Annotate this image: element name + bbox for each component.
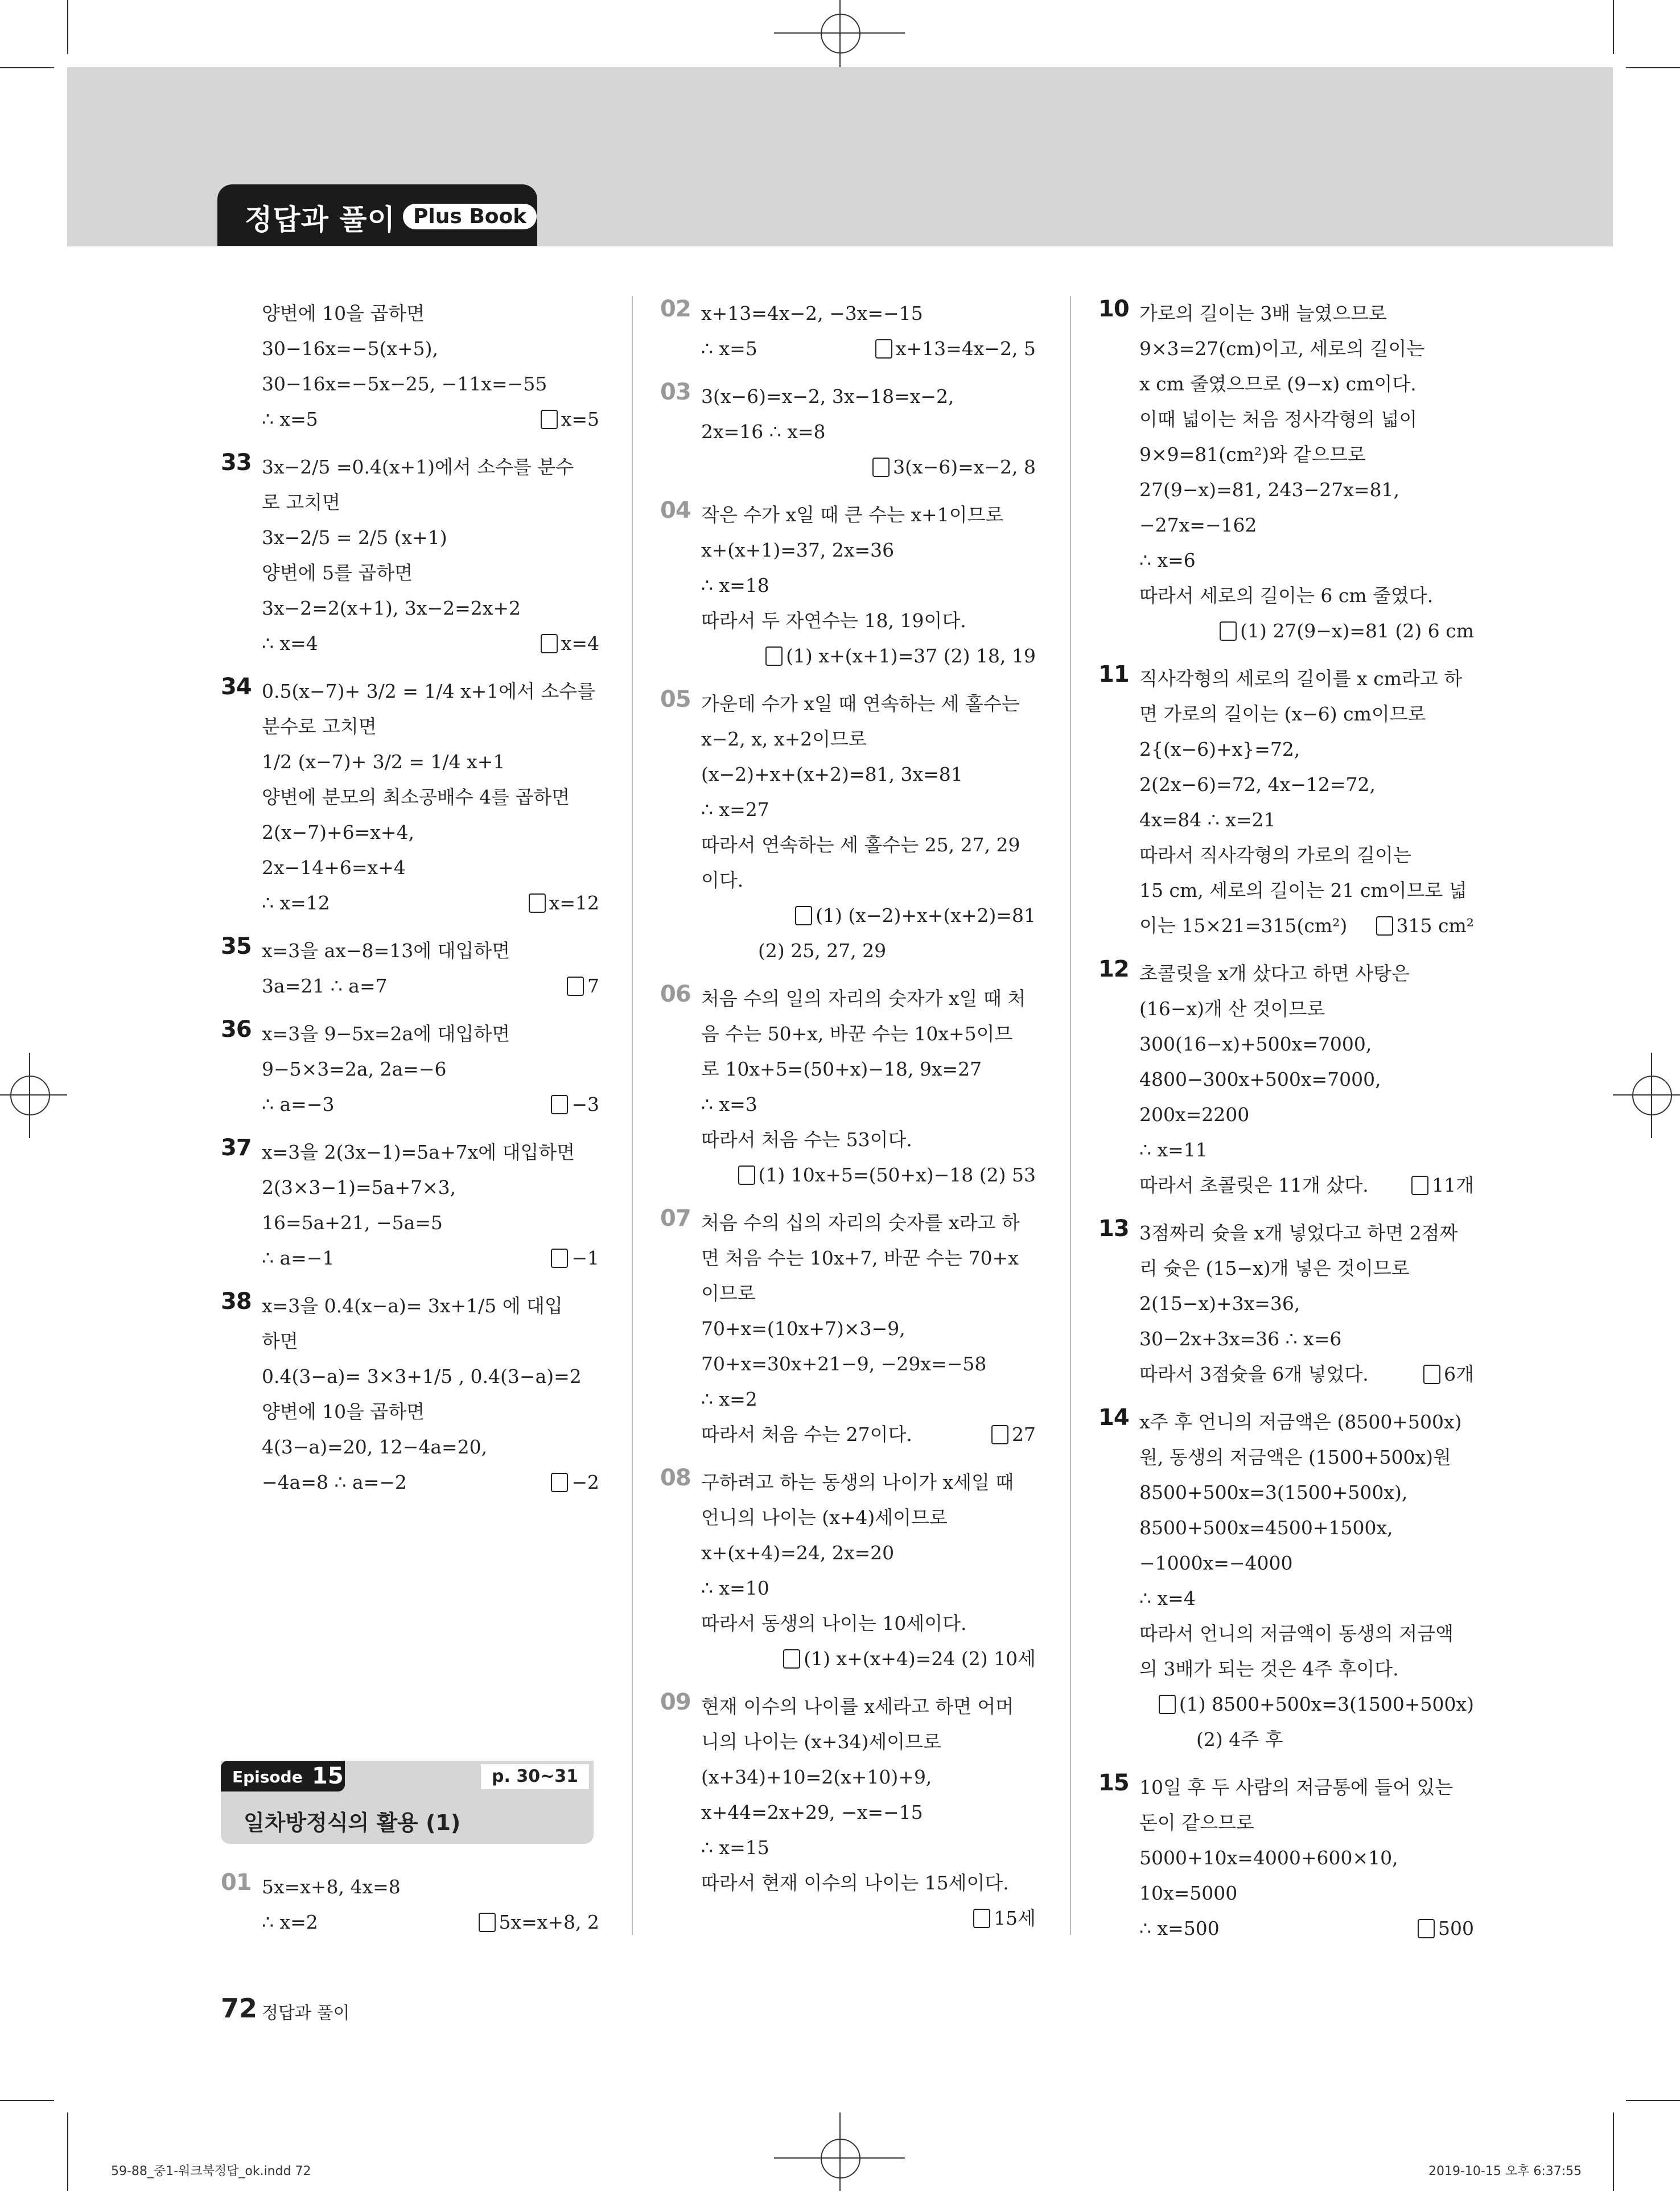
registration-line bbox=[839, 2112, 841, 2191]
answer-mark-icon bbox=[551, 1095, 568, 1114]
solution-line: 0.4(3−a)= 3×3+1/5 , 0.4(3−a)=2 bbox=[262, 1365, 582, 1387]
column-right bbox=[1098, 296, 1474, 1959]
problem-11 bbox=[1098, 661, 1474, 944]
solution-line: 구하려고 하는 동생의 나이가 x세일 때 bbox=[701, 1471, 1014, 1493]
answer-mark-icon bbox=[1376, 916, 1393, 936]
column-middle bbox=[660, 296, 1036, 1949]
answer-box bbox=[567, 969, 599, 1004]
answer-box bbox=[973, 1901, 1036, 1936]
slug-date: 2019-10-15 오후 6:37:55 bbox=[1428, 2164, 1582, 2178]
solution-line: 원, 동생의 저금액은 (1500+500x)원 bbox=[1139, 1446, 1451, 1468]
solution-line: 따라서 현재 이수의 나이는 15세이다. bbox=[701, 1872, 1009, 1894]
answer-text: ∴ x=2 bbox=[262, 1911, 318, 1933]
answer-box bbox=[783, 1641, 1036, 1677]
answer-text: ∴ x=5 bbox=[262, 408, 318, 430]
answer-mark-icon bbox=[479, 1913, 496, 1932]
answer-box bbox=[1220, 613, 1474, 649]
solution-line: ∴ x=3 bbox=[701, 1093, 757, 1115]
solution-line: −27x=−162 bbox=[1139, 514, 1257, 536]
answer-value: 3(x−6)=x−2, 8 bbox=[893, 456, 1036, 478]
problem-number: 14 bbox=[1098, 1405, 1129, 1431]
solution-line: 2(2x−6)=72, 4x−12=72, bbox=[1139, 773, 1376, 796]
answer-value: (1) x+(x+1)=37 (2) 18, 19 bbox=[786, 645, 1036, 667]
solution-line: 30−2x+3x=36 ∴ x=6 bbox=[1139, 1328, 1342, 1350]
crop-mark bbox=[0, 2100, 54, 2101]
problem-36 bbox=[221, 1016, 599, 1122]
registration-mark bbox=[821, 14, 860, 53]
answer-value: (1) (x−2)+x+(x+2)=81 bbox=[816, 904, 1036, 926]
problem-number: 11 bbox=[1098, 661, 1129, 687]
solution-line: 따라서 언니의 저금액이 동생의 저금액 bbox=[1139, 1622, 1454, 1645]
solution-line: 5000+10x=4000+600×10, bbox=[1139, 1847, 1398, 1869]
solution-line: 2x−14+6=x+4 bbox=[262, 856, 406, 879]
solution-line: 직사각형의 세로의 길이를 x cm라고 하 bbox=[1139, 668, 1463, 690]
answer-box bbox=[1376, 908, 1474, 944]
answer-mark-icon bbox=[795, 906, 812, 925]
answer-value: (1) 10x+5=(50+x)−18 (2) 53 bbox=[758, 1164, 1036, 1186]
solution-line: 4(3−a)=20, 12−4a=20, bbox=[262, 1436, 488, 1458]
solution-line: 현재 이수의 나이를 x세라고 하면 어머 bbox=[701, 1695, 1014, 1718]
solution-line: 이므로 bbox=[701, 1282, 756, 1304]
registration-mark bbox=[10, 1076, 50, 1115]
solution-line: 2(x−7)+6=x+4, bbox=[262, 821, 415, 843]
solution-line: 양변에 5를 곱하면 bbox=[262, 562, 413, 584]
answer-value: x=12 bbox=[549, 892, 599, 914]
solution-line: 양변에 10을 곱하면 bbox=[262, 302, 425, 324]
solution-line: −1000x=−4000 bbox=[1139, 1552, 1293, 1574]
solution-line: 의 3배가 되는 것은 4주 후이다. bbox=[1139, 1658, 1399, 1680]
episode-word: Episode bbox=[232, 1768, 303, 1786]
solution-line: x+13=4x−2, −3x=−15 bbox=[701, 302, 923, 324]
solution-line: x주 후 언니의 저금액은 (8500+500x) bbox=[1139, 1411, 1462, 1433]
solution-line: 2{(x−6)+x}=72, bbox=[1139, 738, 1300, 760]
answer-value: (1) x+(x+4)=24 (2) 10세 bbox=[804, 1648, 1036, 1670]
solution-line: 30−16x=−5x−25, −11x=−55 bbox=[262, 373, 547, 395]
answer-mark-icon bbox=[1159, 1695, 1176, 1714]
answer-box bbox=[795, 898, 1036, 933]
answer-box bbox=[529, 886, 599, 921]
solution-line: 0.5(x−7)+ 3/2 = 1/4 x+1에서 소수를 bbox=[262, 680, 596, 702]
answer-text: ∴ x=4 bbox=[262, 632, 318, 654]
problem-08 bbox=[660, 1465, 1036, 1677]
answer-value: 5x=x+8, 2 bbox=[499, 1911, 599, 1933]
problem-number: 36 bbox=[221, 1016, 252, 1043]
page-title: 정답과 풀이 bbox=[245, 203, 396, 236]
problem-number: 15 bbox=[1098, 1770, 1129, 1796]
solution-line: 이때 넓이는 처음 정사각형의 넓이 bbox=[1139, 408, 1418, 430]
problem-number: 12 bbox=[1098, 956, 1129, 982]
solution-line: 3x−2/5 = 2/5 (x+1) bbox=[262, 526, 447, 549]
registration-line bbox=[29, 1053, 30, 1138]
problem-38 bbox=[221, 1288, 599, 1500]
solution-line: 8500+500x=3(1500+500x), bbox=[1139, 1481, 1408, 1504]
answer-box bbox=[1423, 1357, 1474, 1392]
solution-line: ∴ x=2 bbox=[701, 1388, 757, 1410]
problem-number: 13 bbox=[1098, 1216, 1129, 1242]
registration-line bbox=[839, 0, 841, 67]
answer-box bbox=[1418, 1911, 1474, 1946]
problem-number: 09 bbox=[660, 1689, 691, 1715]
problem-02 bbox=[660, 296, 1036, 366]
answer-value: 315 cm² bbox=[1396, 915, 1474, 937]
solution-line: 로 고치면 bbox=[262, 491, 341, 513]
solution-line: 70+x=30x+21−9, −29x=−58 bbox=[701, 1353, 987, 1375]
crop-mark bbox=[67, 0, 68, 54]
page-number: 72 bbox=[221, 1993, 258, 2024]
solution-line: 70+x=(10x+7)×3−9, bbox=[701, 1317, 905, 1340]
answer-value: x=4 bbox=[561, 632, 599, 654]
solution-line: 30−16x=−5(x+5), bbox=[262, 337, 439, 360]
answer-value: −1 bbox=[571, 1247, 599, 1269]
column-divider bbox=[1070, 296, 1071, 1935]
answer-mark-icon bbox=[1411, 1176, 1428, 1195]
problem-number: 01 bbox=[221, 1869, 252, 1896]
solution-line: 따라서 직사각형의 가로의 길이는 bbox=[1139, 844, 1411, 866]
solution-line: 양변에 분모의 최소공배수 4를 곱하면 bbox=[262, 786, 570, 808]
crop-mark bbox=[1626, 2100, 1680, 2101]
solution-line: 따라서 동생의 나이는 10세이다. bbox=[701, 1612, 967, 1634]
solution-line: 3x−2=2(x+1), 3x−2=2x+2 bbox=[262, 597, 521, 619]
answer-extra: (2) 4주 후 bbox=[1196, 1728, 1283, 1751]
solution-line: 4800−300x+500x=7000, bbox=[1139, 1068, 1381, 1090]
solution-line: ∴ x=10 bbox=[701, 1577, 769, 1599]
solution-line: 돈이 같으므로 bbox=[1139, 1811, 1254, 1834]
answer-mark-icon bbox=[872, 458, 890, 477]
problem-06 bbox=[660, 981, 1036, 1193]
answer-text: ∴ a=−3 bbox=[262, 1093, 335, 1115]
answer-box bbox=[479, 1905, 600, 1940]
solution-line: 1/2 (x−7)+ 3/2 = 1/4 x+1 bbox=[262, 751, 505, 773]
problem-number: 04 bbox=[660, 497, 691, 524]
solution-line: ∴ x=15 bbox=[701, 1836, 769, 1859]
answer-text: 따라서 처음 수는 27이다. bbox=[701, 1423, 912, 1445]
registration-line bbox=[1651, 1053, 1652, 1138]
solution-line: 15 cm, 세로의 길이는 21 cm이므로 넓 bbox=[1139, 879, 1467, 901]
answer-mark-icon bbox=[551, 1473, 568, 1492]
problem-10 bbox=[1098, 296, 1474, 649]
solution-line: 처음 수의 십의 자리의 숫자를 x라고 하 bbox=[701, 1212, 1020, 1234]
problem-05 bbox=[660, 686, 1036, 969]
solution-line: 리 슛은 (15−x)개 넣은 것이므로 bbox=[1139, 1257, 1410, 1279]
answer-value: 7 bbox=[587, 975, 599, 997]
answer-mark-icon bbox=[765, 646, 783, 666]
problem-number: 02 bbox=[660, 296, 691, 322]
solution-line: 면 처음 수는 10x+7, 바꾼 수는 70+x bbox=[701, 1247, 1019, 1269]
solution-line: ∴ x=27 bbox=[701, 798, 769, 821]
solution-line: 처음 수의 일의 자리의 숫자가 x일 때 처 bbox=[701, 987, 1026, 1010]
problem-number: 05 bbox=[660, 686, 691, 713]
crop-mark bbox=[67, 2112, 68, 2191]
solution-line: 따라서 처음 수는 53이다. bbox=[701, 1129, 912, 1151]
solution-line: 9×3=27(cm)이고, 세로의 길이는 bbox=[1139, 337, 1425, 360]
answer-box bbox=[1159, 1687, 1474, 1722]
solution-line: 200x=2200 bbox=[1139, 1103, 1250, 1126]
answer-value: 15세 bbox=[994, 1907, 1036, 1929]
solution-line: 8500+500x=4500+1500x, bbox=[1139, 1517, 1393, 1539]
problem-37 bbox=[221, 1135, 599, 1276]
problem-number: 34 bbox=[221, 674, 252, 700]
problem-number: 03 bbox=[660, 379, 691, 405]
answer-value: (1) 8500+500x=3(1500+500x) bbox=[1179, 1693, 1474, 1715]
answer-text: 3a=21 ∴ a=7 bbox=[262, 975, 388, 997]
problem-33 bbox=[221, 450, 599, 661]
answer-mark-icon bbox=[973, 1909, 990, 1928]
solution-line: x=3을 2(3x−1)=5a+7x에 대입하면 bbox=[262, 1141, 575, 1163]
answer-mark-icon bbox=[875, 339, 892, 359]
problem-number: 07 bbox=[660, 1205, 691, 1232]
answer-box bbox=[1411, 1168, 1474, 1203]
answer-box bbox=[738, 1158, 1036, 1193]
problem-14 bbox=[1098, 1405, 1474, 1757]
solution-line: 2x=16 ∴ x=8 bbox=[701, 421, 826, 443]
solution-line: 양변에 10을 곱하면 bbox=[262, 1401, 425, 1423]
problem-07 bbox=[660, 1205, 1036, 1452]
solution-line: 3점짜리 슛을 x개 넣었다고 하면 2점짜 bbox=[1139, 1222, 1458, 1244]
problem-number: 33 bbox=[221, 450, 252, 476]
solution-line: 언니의 나이는 (x+4)세이므로 bbox=[701, 1506, 948, 1529]
answer-mark-icon bbox=[567, 977, 584, 996]
solution-line: x cm 줄였으므로 (9−x) cm이다. bbox=[1139, 373, 1417, 395]
problem-number: 10 bbox=[1098, 296, 1129, 322]
solution-line: (x+34)+10=2(x+10)+9, bbox=[701, 1766, 932, 1788]
crop-mark bbox=[1613, 2112, 1614, 2191]
solution-line: 16=5a+21, −5a=5 bbox=[262, 1212, 443, 1234]
problem-number: 37 bbox=[221, 1135, 252, 1161]
episode-pages: p. 30~31 bbox=[481, 1764, 589, 1789]
answer-extra: (2) 25, 27, 29 bbox=[758, 940, 887, 962]
solution-line: 10일 후 두 사람의 저금통에 들어 있는 bbox=[1139, 1776, 1453, 1798]
registration-mark bbox=[821, 2139, 860, 2178]
solution-line: x+(x+4)=24, 2x=20 bbox=[701, 1542, 895, 1564]
solution-line: x+(x+1)=37, 2x=36 bbox=[701, 539, 895, 561]
solution-line: x=3을 0.4(x−a)= 3x+1/5 에 대입 bbox=[262, 1295, 563, 1317]
answer-value: 6개 bbox=[1444, 1363, 1474, 1385]
episode-label bbox=[221, 1761, 345, 1791]
answer-mark-icon bbox=[541, 634, 558, 653]
column-left bbox=[221, 296, 599, 1513]
answer-mark-icon bbox=[1423, 1365, 1440, 1384]
answer-text: ∴ a=−1 bbox=[262, 1247, 335, 1269]
solution-line: 로 10x+5=(50+x)−18, 9x=27 bbox=[701, 1058, 982, 1080]
answer-mark-icon bbox=[1418, 1919, 1435, 1938]
solution-line: ∴ x=11 bbox=[1139, 1139, 1208, 1161]
solution-line: x=3을 9−5x=2a에 대입하면 bbox=[262, 1023, 510, 1045]
solution-line: x+44=2x+29, −x=−15 bbox=[701, 1801, 923, 1823]
solution-line: 따라서 세로의 길이는 6 cm 줄였다. bbox=[1139, 584, 1434, 607]
solution-line: 하면 bbox=[262, 1330, 298, 1352]
solution-line: 5x=x+8, 4x=8 bbox=[262, 1876, 401, 1898]
answer-value: −3 bbox=[571, 1093, 599, 1115]
answer-box bbox=[551, 1241, 599, 1276]
answer-box bbox=[872, 450, 1036, 485]
solution-line: 300(16−x)+500x=7000, bbox=[1139, 1033, 1372, 1055]
answer-text: ∴ x=5 bbox=[701, 337, 757, 360]
problem-03 bbox=[660, 379, 1036, 485]
solution-line: 9×9=81(cm²)와 같으므로 bbox=[1139, 443, 1366, 466]
solution-line: 3(x−6)=x−2, 3x−18=x−2, bbox=[701, 385, 954, 407]
answer-value: x=5 bbox=[561, 408, 599, 430]
answer-value: 11개 bbox=[1432, 1174, 1474, 1196]
answer-text: 따라서 초콜릿은 11개 샀다. bbox=[1139, 1174, 1369, 1196]
solution-line: 가로의 길이는 3배 늘였으므로 bbox=[1139, 302, 1387, 324]
answer-text: ∴ x=12 bbox=[262, 892, 330, 914]
solution-line: 3x−2/5 =0.4(x+1)에서 소수를 분수 bbox=[262, 456, 574, 478]
answer-mark-icon bbox=[529, 893, 546, 913]
slug-file: 59-88_중1-워크북정답_ok.indd 72 bbox=[111, 2164, 311, 2178]
problem-13 bbox=[1098, 1216, 1474, 1392]
solution-line: 이다. bbox=[701, 869, 744, 891]
answer-text: ∴ x=500 bbox=[1139, 1917, 1220, 1939]
answer-box bbox=[551, 1087, 599, 1122]
solution-line: (16−x)개 산 것이므로 bbox=[1139, 998, 1325, 1020]
solution-line: 4x=84 ∴ x=21 bbox=[1139, 809, 1276, 831]
problem-01 bbox=[221, 1869, 599, 1940]
footer-label: 정답과 풀이 bbox=[262, 2003, 350, 2023]
solution-line: x=3을 ax−8=13에 대입하면 bbox=[262, 940, 510, 962]
problem-number: 35 bbox=[221, 933, 252, 959]
solution-line: 2(3×3−1)=5a+7×3, bbox=[262, 1176, 456, 1199]
problem-34 bbox=[221, 674, 599, 921]
problem-number: 06 bbox=[660, 981, 691, 1007]
solution-line: ∴ x=6 bbox=[1139, 549, 1196, 571]
problem-04 bbox=[660, 497, 1036, 674]
problem-15 bbox=[1098, 1770, 1474, 1946]
solution-line: ∴ x=18 bbox=[701, 574, 769, 596]
solution-line: 작은 수가 x일 때 큰 수는 x+1이므로 bbox=[701, 504, 1004, 526]
problem-12 bbox=[1098, 956, 1474, 1203]
column-divider bbox=[632, 296, 633, 1935]
answer-text: 이는 15×21=315(cm²) bbox=[1139, 915, 1348, 937]
column-left-after-episode bbox=[221, 1869, 599, 1953]
answer-value: (1) 27(9−x)=81 (2) 6 cm bbox=[1240, 620, 1474, 642]
solution-line: x−2, x, x+2이므로 bbox=[701, 728, 867, 750]
answer-box bbox=[765, 639, 1036, 674]
solution-line: 10x=5000 bbox=[1139, 1882, 1238, 1904]
plus-book-badge: Plus Book bbox=[403, 204, 537, 229]
solution-line: 2(15−x)+3x=36, bbox=[1139, 1292, 1300, 1315]
answer-box bbox=[551, 1465, 599, 1500]
answer-mark-icon bbox=[551, 1249, 568, 1268]
problem-number: 38 bbox=[221, 1288, 252, 1315]
answer-value: 27 bbox=[1012, 1423, 1036, 1445]
answer-mark-icon bbox=[783, 1649, 800, 1669]
solution-line: 분수로 고치면 bbox=[262, 715, 377, 738]
answer-box bbox=[541, 626, 599, 661]
answer-text: −4a=8 ∴ a=−2 bbox=[262, 1471, 407, 1493]
answer-mark-icon bbox=[541, 410, 558, 429]
solution-line: 9−5×3=2a, 2a=−6 bbox=[262, 1058, 447, 1080]
problem-number: 08 bbox=[660, 1465, 691, 1491]
solution-line: 니의 나이는 (x+34)세이므로 bbox=[701, 1731, 941, 1753]
registration-line bbox=[1613, 1094, 1680, 1096]
crop-mark bbox=[1626, 67, 1680, 68]
solution-line: 면 가로의 길이는 (x−6) cm이므로 bbox=[1139, 703, 1426, 725]
answer-text: 따라서 3점슛을 6개 넣었다. bbox=[1139, 1363, 1369, 1385]
answer-box bbox=[991, 1417, 1036, 1452]
problem-cont bbox=[221, 296, 599, 437]
episode-title: 일차방정식의 활용 (1) bbox=[244, 1810, 461, 1835]
answer-value: 500 bbox=[1438, 1917, 1474, 1939]
answer-value: −2 bbox=[571, 1471, 599, 1493]
crop-mark bbox=[1613, 0, 1614, 54]
answer-box bbox=[541, 402, 599, 437]
solution-line: 따라서 두 자연수는 18, 19이다. bbox=[701, 609, 966, 632]
solution-line: (x−2)+x+(x+2)=81, 3x=81 bbox=[701, 763, 963, 785]
problem-35 bbox=[221, 933, 599, 1004]
registration-mark bbox=[1632, 1076, 1672, 1115]
solution-line: 초콜릿을 x개 샀다고 하면 사탕은 bbox=[1139, 962, 1410, 985]
solution-line: 27(9−x)=81, 243−27x=81, bbox=[1139, 479, 1399, 501]
problem-09 bbox=[660, 1689, 1036, 1936]
crop-mark bbox=[0, 67, 54, 68]
answer-value: x+13=4x−2, 5 bbox=[895, 337, 1036, 360]
answer-mark-icon bbox=[991, 1425, 1008, 1444]
episode-number: 15 bbox=[312, 1763, 344, 1789]
answer-mark-icon bbox=[1220, 621, 1237, 641]
answer-mark-icon bbox=[738, 1165, 755, 1185]
registration-line bbox=[0, 1094, 67, 1096]
solution-line: 가운데 수가 x일 때 연속하는 세 홀수는 bbox=[701, 693, 1020, 715]
solution-line: 따라서 연속하는 세 홀수는 25, 27, 29 bbox=[701, 834, 1020, 856]
solution-line: 음 수는 50+x, 바꾼 수는 10x+5이므 bbox=[701, 1023, 1013, 1045]
answer-box bbox=[875, 331, 1036, 366]
solution-line: ∴ x=4 bbox=[1139, 1587, 1196, 1609]
